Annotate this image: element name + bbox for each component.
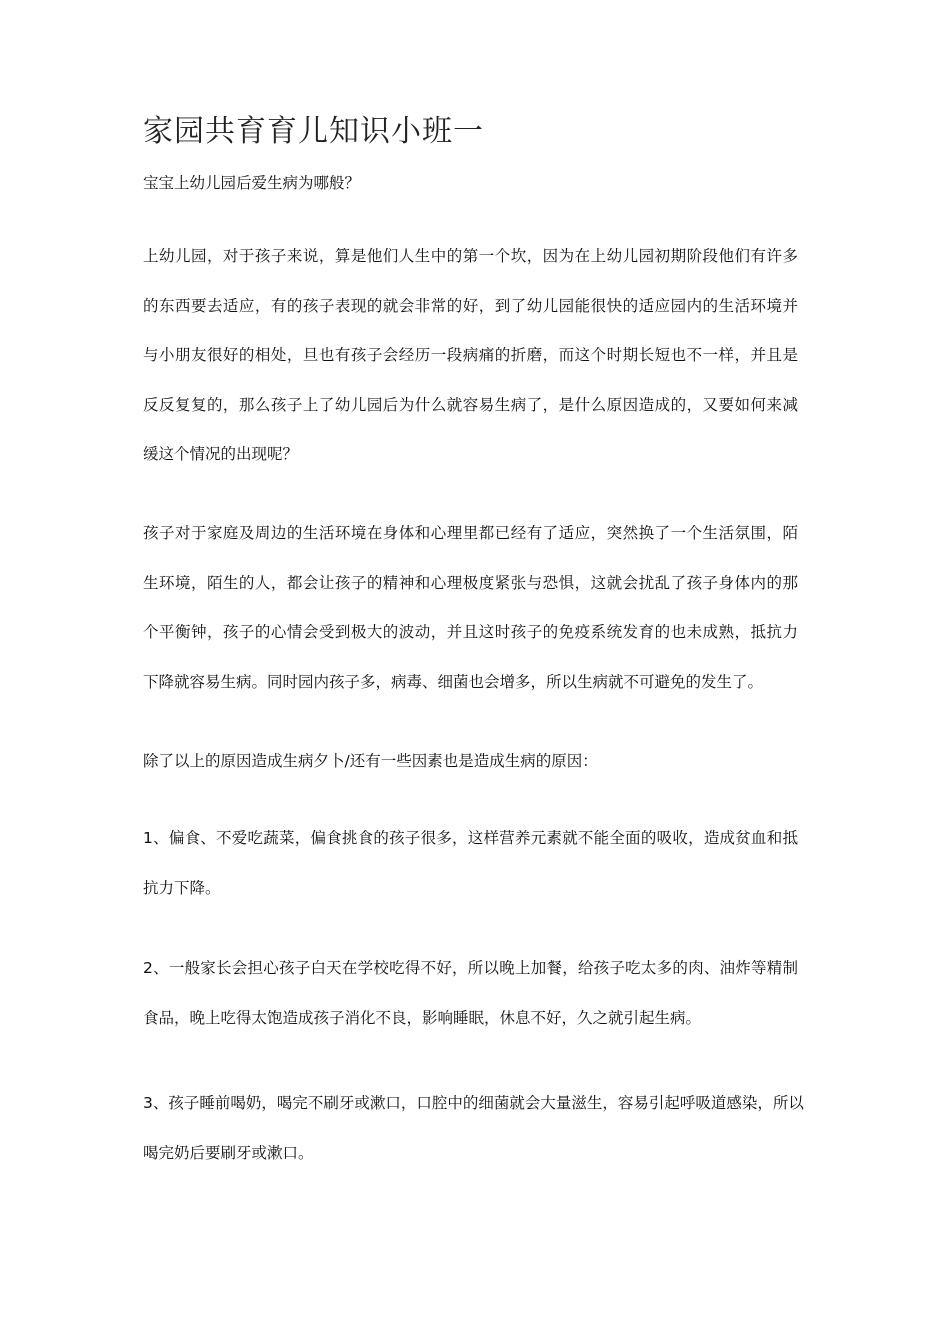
paragraph-line: 1、偏食、不爱吃蔬菜，偏食挑食的孩子很多，这样营养元素就不能全面的吸收，造成贫血和抵 <box>143 829 798 847</box>
document-subtitle: 宝宝上幼儿园后爱生病为哪般？ <box>143 174 361 192</box>
paragraph-intro <box>143 244 808 492</box>
paragraph-line: 3、孩子睡前喝奶，喝完不刷牙或漱口，口腔中的细菌就会大量滋生，容易引起呼吸道感染，所以 <box>143 1094 804 1112</box>
paragraph-line: 上幼儿园，对于孩子来说，算是他们人生中的第一个坎，因为在上幼儿园初期阶段他们有许多 <box>143 247 798 265</box>
paragraph-line: 缓这个情况的出现呢？ <box>143 445 299 463</box>
document-title: 家园共育育儿知识小班一 <box>143 114 484 149</box>
paragraph-line: 食品，晚上吃得太饱造成孩子消化不良，影响睡眠，休息不好，久之就引起生病。 <box>143 1008 702 1027</box>
paragraph-other-factors <box>143 749 808 799</box>
paragraph-line: 个平衡钟，孩子的心情会受到极大的波动，并且这时孩子的免疫系统发育的也未成熟，抵抗力 <box>143 623 798 641</box>
list-item-3 <box>143 1091 808 1190</box>
list-item-1 <box>143 826 808 925</box>
paragraph-line: 喝完奶后要刷牙或漱口。 <box>143 1143 314 1162</box>
paragraph-line: 除了以上的原因造成生病夕卜/还有一些因素也是造成生病的原因： <box>143 752 598 770</box>
paragraph-line: 2、一般家长会担心孩子白天在学校吃得不好，所以晚上加餐，给孩子吃太多的肉、油炸等精制 <box>143 959 798 977</box>
paragraph-line: 与小朋友很好的相处，旦也有孩子会经历一段病痛的折磨，而这个时期长短也不一样，并且是 <box>143 346 798 364</box>
paragraph-line: 的东西要去适应，有的孩子表现的就会非常的好，到了幼儿园能很快的适应园内的生活环境并 <box>143 296 798 315</box>
paragraph-line: 下降就容易生病。同时园内孩子多，病毒、细菌也会增多，所以生病就不可避免的发生了。 <box>143 672 764 691</box>
paragraph-causes <box>143 521 808 719</box>
paragraph-line: 孩子对于家庭及周边的生活环境在身体和心理里都已经有了适应，突然换了一个生活氛围，陌 <box>143 524 798 542</box>
paragraph-line: 生环境，陌生的人，都会让孩子的精神和心理极度紧张与恐惧，这就会扰乱了孩子身体内的那 <box>143 573 798 592</box>
paragraph-line: 抗力下降。 <box>143 878 221 897</box>
list-item-2 <box>143 956 808 1055</box>
paragraph-line: 反反复复的，那么孩子上了幼儿园后为什么就容易生病了，是什么原因造成的，又要如何来减 <box>143 395 798 414</box>
